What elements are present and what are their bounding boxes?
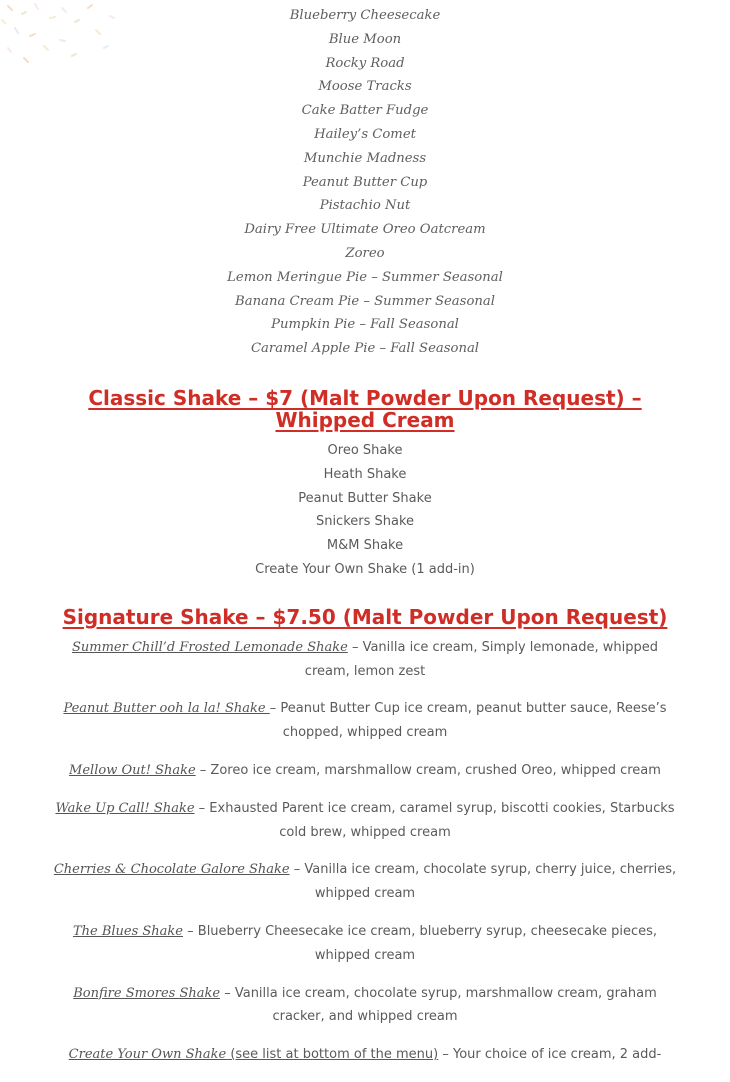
classic-shake-item: Oreo Shake (327, 442, 403, 458)
flavor-item: Pistachio Nut (319, 198, 411, 214)
flavor-item: Banana Cream Pie – Summer Seasonal (235, 293, 495, 309)
flavor-item: Zoreo (345, 245, 385, 261)
signature-shake-name: Create Your Own Shake (68, 1047, 227, 1063)
signature-shake-name: The Blues Shake (72, 923, 184, 939)
signature-shake-item (40, 982, 690, 1030)
classic-shake-item: M&M Shake (326, 538, 404, 554)
flavor-list (40, 4, 690, 361)
signature-shake-title: Signature Shake – $7.50 (Malt Powder Upon Request) (62, 604, 668, 629)
flavor-item: Cake Batter Fudge (301, 103, 429, 119)
signature-shake-description: – Vanilla ice cream, chocolate syrup, marshmallow cream, graham cracker, and whipped cream (220, 985, 657, 1025)
classic-shake-title: Classic Shake – $7 (Malt Powder Upon Request) – Whipped Cream (88, 385, 642, 432)
classic-shake-list (40, 439, 690, 582)
flavor-item: Moose Tracks (318, 79, 412, 95)
signature-shake-item (40, 1043, 690, 1067)
classic-shake-item: Snickers Shake (315, 514, 415, 530)
flavor-item: Blueberry Cheesecake (289, 8, 441, 23)
signature-shake-name: Peanut Butter ooh la la! Shake (63, 701, 270, 717)
signature-shake-item (40, 858, 690, 906)
flavor-item: Caramel Apple Pie – Fall Seasonal (250, 341, 480, 357)
menu-content (40, 4, 690, 1081)
signature-shake-description: – Blueberry Cheesecake ice cream, blueberry syrup, cheesecake pieces, whipped cream (183, 923, 658, 963)
signature-shake-description: – Vanilla ice cream, Simply lemonade, whipped cream, lemon zest (304, 639, 658, 679)
signature-shake-item (40, 920, 690, 968)
classic-shake-item: Create Your Own Shake (1 add-in) (255, 561, 475, 577)
signature-shake-description: – Zoreo ice cream, marshmallow cream, crushed Oreo, whipped cream (195, 762, 661, 778)
signature-shake-note: (see list at bottom of the menu) (226, 1047, 439, 1063)
signature-shake-name: Bonfire Smores Shake (73, 985, 221, 1001)
signature-shake-name: Mellow Out! Shake (69, 762, 196, 778)
signature-shake-description: – Your choice of ice cream, 2 add- (438, 1047, 662, 1063)
signature-shake-name: Wake Up Call! Shake (55, 800, 195, 816)
signature-shake-name: Cherries & Chocolate Galore Shake (53, 862, 290, 878)
signature-shake-name: Summer Chill’d Frosted Lemonade Shake (72, 639, 348, 655)
signature-shake-item (40, 636, 690, 684)
classic-shake-item: Heath Shake (323, 466, 407, 482)
flavor-item: Hailey’s Comet (314, 126, 416, 142)
signature-shake-list (40, 636, 690, 1067)
signature-shake-item (40, 759, 690, 783)
signature-shake-item (40, 697, 690, 745)
signature-shake-description: – Exhausted Parent ice cream, caramel syrup, biscotti cookies, Starbucks cold brew, whipped cream (194, 800, 675, 840)
signature-shake-description: – Peanut Butter Cup ice cream, peanut butter sauce, Reese’s chopped, whipped cream (269, 701, 667, 741)
flavor-item: Blue Moon (328, 31, 402, 47)
signature-shake-description: – Vanilla ice cream, chocolate syrup, cherry juice, cherries, whipped cream (289, 862, 677, 902)
flavor-item: Peanut Butter Cup (302, 174, 428, 190)
flavor-item: Munchie Madness (303, 150, 427, 166)
classic-shake-item: Peanut Butter Shake (298, 490, 432, 506)
flavor-item: Lemon Meringue Pie – Summer Seasonal (227, 269, 503, 285)
signature-shake-item (40, 797, 690, 845)
flavor-item: Dairy Free Ultimate Oreo Oatcream (244, 222, 486, 238)
flavor-item: Rocky Road (325, 55, 405, 71)
flavor-item: Pumpkin Pie – Fall Seasonal (271, 317, 459, 333)
